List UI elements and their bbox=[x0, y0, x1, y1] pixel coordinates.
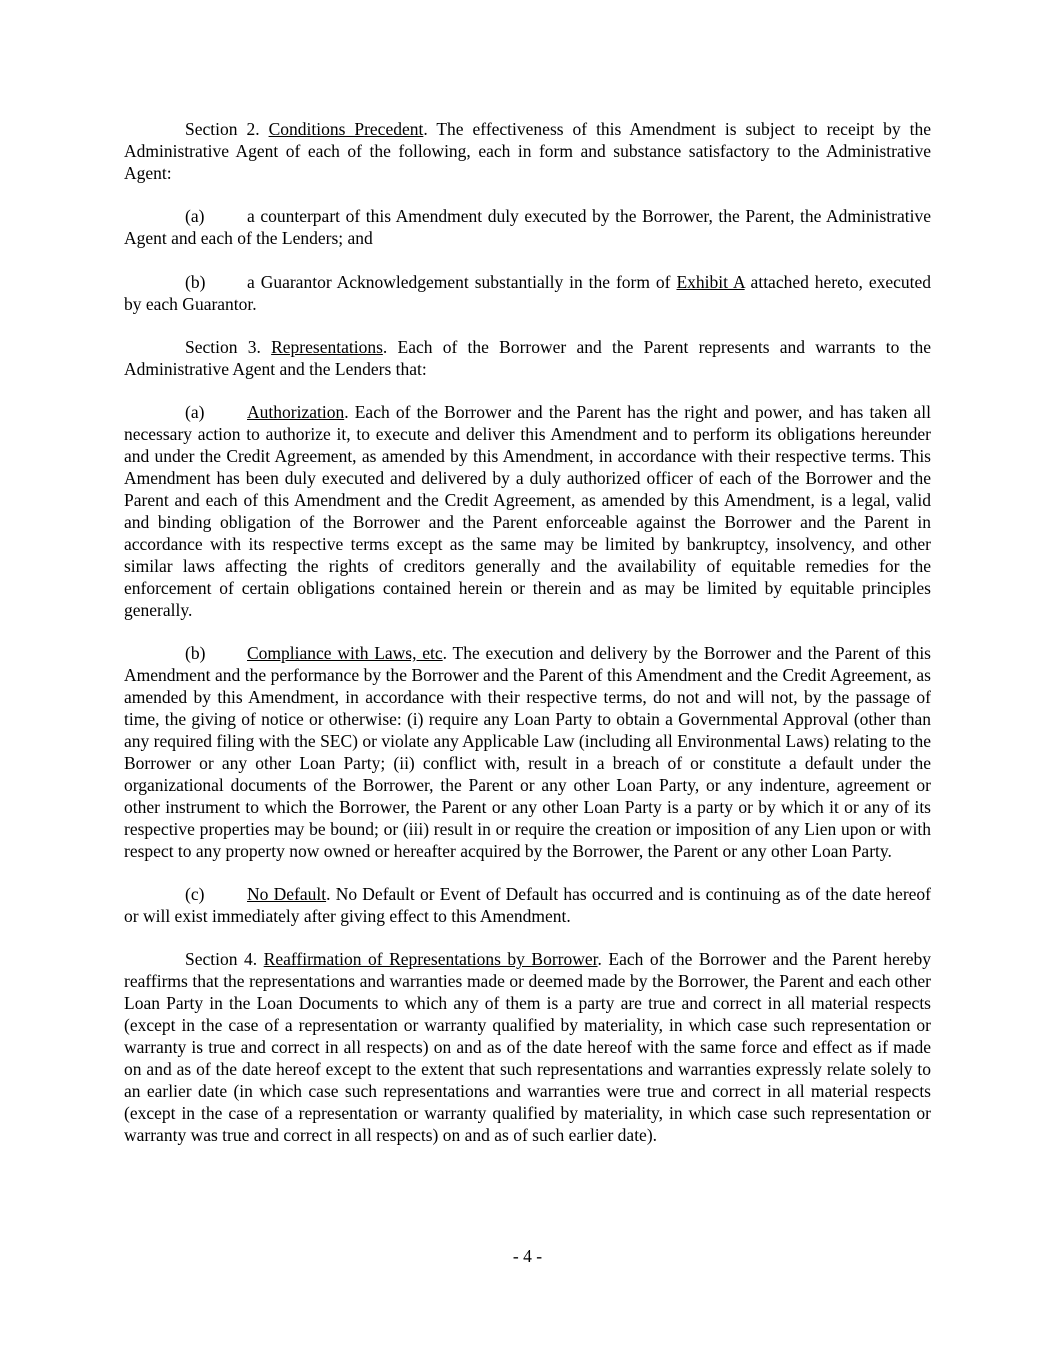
document-body bbox=[124, 118, 931, 1167]
paragraph bbox=[124, 271, 931, 315]
underlined-text: Representations bbox=[271, 337, 383, 357]
underlined-text: Exhibit A bbox=[676, 272, 745, 292]
paragraph bbox=[124, 642, 931, 862]
underlined-text: Reaffirmation of Representations by Borrower bbox=[263, 949, 598, 969]
paragraph bbox=[124, 205, 931, 249]
paragraph bbox=[124, 401, 931, 621]
underlined-text: No Default bbox=[247, 884, 327, 904]
paragraph bbox=[124, 883, 931, 927]
text-run: Section 2. bbox=[185, 119, 269, 139]
text-run: Section 4. bbox=[185, 949, 264, 969]
underlined-text: Authorization bbox=[247, 402, 345, 422]
text-run: a Guarantor Acknowledgement substantially in the form of bbox=[247, 272, 677, 292]
text-run: attached hereto, executed by each Guarantor. bbox=[124, 272, 931, 314]
text-run: . The effectiveness of this Amendment is subject to receipt by the Administrative Agent of each of the following, each in form and substance satisfactory to the Administrative Agent: bbox=[124, 119, 932, 183]
text-run: . Each of the Borrower and the Parent represents and warrants to the Administrative Agent and the Lenders that: bbox=[124, 337, 931, 379]
text-run: a counterpart of this Amendment duly executed by the Borrower, the Parent, the Administrative Agent and each of the Lenders; and bbox=[124, 206, 931, 248]
list-label: (b) bbox=[185, 643, 206, 663]
paragraph bbox=[124, 118, 931, 184]
list-label: (a) bbox=[185, 402, 205, 422]
underlined-text: Conditions Precedent bbox=[268, 119, 424, 139]
paragraph bbox=[124, 948, 931, 1146]
text-run: Section 3. bbox=[185, 337, 272, 357]
text-run: . No Default or Event of Default has occurred and is continuing as of the date hereof or will exist immediately after giving effect to this Amendment. bbox=[124, 884, 931, 926]
list-label: (c) bbox=[185, 884, 205, 904]
text-run: . The execution and delivery by the Borrower and the Parent of this Amendment and the performance by the Borrower and the Parent of this Amendment and the Credit Agreement, as amended by this Amendment, in accordance with their respective terms, do not and will not, by the passage of time, the giving of notice or otherwise: (i) require any Loan Party to obtain a Governmental Approval (other than any required filing with the SEC) or violate any Applicable Law (including all Environmental Laws) relating to the Borrower or any other Loan Party; (ii) conflict with, result in a breach of or constitute a default under the organizational documents of the Borrower, the Parent or any other Loan Party, or any indenture, agreement or other instrument to which the Borrower, the Parent or any other Loan Party is a party or by which it or any of its respective properties may be bound; or (iii) result in or require the creation or imposition of any Lien upon or with respect to any property now owned or hereafter acquired by the Borrower, the Parent or any other Loan Party. bbox=[124, 643, 931, 861]
list-label: (b) bbox=[185, 272, 206, 292]
page-number: - 4 - bbox=[512, 1246, 543, 1266]
text-run: . Each of the Borrower and the Parent hereby reaffirms that the representations and warranties made or deemed made by the Borrower, the Parent and each other Loan Party in the Loan Documents to which any of them is a party are true and correct in all material respects (except in the case of a representation or warranty qualified by materiality, in which case such representation or warranty is true and correct in all respects) on and as of the date hereof with the same force and effect as if made on and as of the date hereof except to the extent that such representations and warranties expressly relate solely to an earlier date (in which case such representations and warranties were true and correct in all material respects (except in the case of a representation or warranty qualified by materiality, in which case such representation or warranty was true and correct in all respects) on and as of such earlier date). bbox=[124, 949, 931, 1145]
paragraph bbox=[124, 336, 931, 380]
text-run: . Each of the Borrower and the Parent has the right and power, and has taken all necessary action to authorize it, to execute and deliver this Amendment and to perform its obligations hereunder and under the Credit Agreement, as amended by this Amendment, in accordance with their respective terms. This Amendment has been duly executed and delivered by a duly authorized officer of each of the Borrower and the Parent and each of this Amendment and the Credit Agreement, as amended by this Amendment, is a legal, valid and binding obligation of the Borrower and the Parent enforceable against the Borrower and the Parent in accordance with its respective terms except as the same may be limited by bankruptcy, insolvency, and other similar laws affecting the rights of creditors generally and the availability of equitable remedies for the enforcement of certain obligations contained herein or therein and as may be limited by equitable principles generally. bbox=[124, 402, 931, 620]
list-label: (a) bbox=[185, 206, 205, 226]
underlined-text: Compliance with Laws, etc bbox=[247, 643, 443, 663]
